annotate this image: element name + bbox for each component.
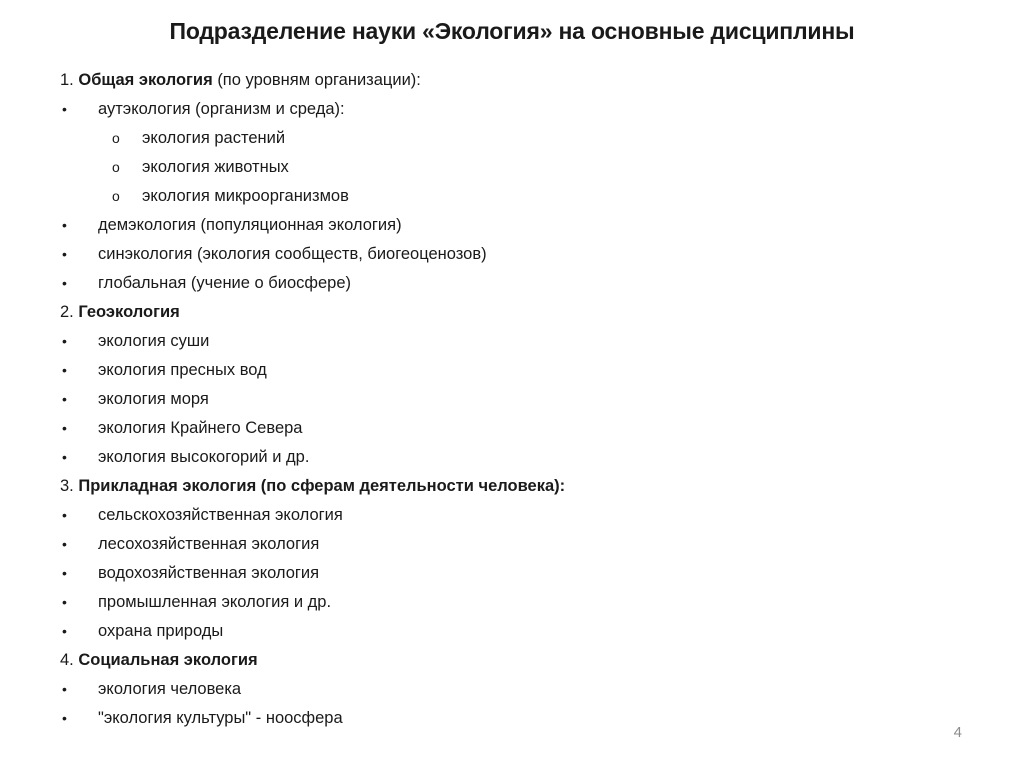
list-item-text: лесохозяйственная экология [98,535,320,553]
bullet-icon: • [62,565,67,581]
list-item [60,704,980,733]
list-item [60,559,980,588]
list-item-text: охрана природы [98,622,224,640]
list-item-text: синэкология (экология сообществ, биогеоценозов) [98,245,487,263]
circle-bullet-icon: o [112,188,120,204]
list-item [60,675,980,704]
sub-list-item [60,124,980,153]
list-item-text: экология пресных вод [98,361,267,379]
bullet-icon: • [62,710,67,726]
bullet-icon: • [62,333,67,349]
circle-bullet-icon: o [112,159,120,175]
section-heading [60,66,980,95]
section-heading [60,472,980,501]
bullet-icon: • [62,449,67,465]
bullet-icon: • [62,101,67,117]
list-item [60,385,980,414]
circle-bullet-icon: o [112,130,120,146]
bullet-icon: • [62,681,67,697]
list-item-text: экология человека [98,680,242,698]
bullet-icon: • [62,246,67,262]
section-heading [60,646,980,675]
list-item [60,501,980,530]
list-item [60,443,980,472]
section-number: 3. [60,477,74,495]
list-item-text: "экология культуры" - ноосфера [98,709,343,727]
bullet-icon: • [62,275,67,291]
sub-list-item [60,153,980,182]
list-item-text: аутэкология (организм и среда): [98,100,345,118]
section-note: (по уровням организации): [217,71,421,89]
bullet-icon: • [62,536,67,552]
list-item [60,588,980,617]
list-item-text: экология Крайнего Севера [98,419,303,437]
sub-list-item-text: экология животных [142,158,289,176]
list-item [60,211,980,240]
section-number: 4. [60,651,74,669]
list-item [60,95,980,124]
list-item-text: экология высокогорий и др. [98,448,310,466]
slide-title: Подразделение науки «Экология» на основные дисциплины [169,18,855,44]
bullet-icon: • [62,594,67,610]
sub-list-item-text: экология микроорганизмов [142,187,349,205]
list-item [60,617,980,646]
list-item-text: сельскохозяйственная экология [98,506,343,524]
section-title: Социальная экология [78,651,258,669]
list-item-text: демэкология (популяционная экология) [98,216,402,234]
section-heading [60,298,980,327]
page-number: 4 [953,724,962,741]
bullet-icon: • [62,420,67,436]
section-number: 1. [60,71,74,89]
list-item-text: экология суши [98,332,210,350]
bullet-icon: • [62,507,67,523]
list-item-text: водохозяйственная экология [98,564,320,582]
bullet-icon: • [62,217,67,233]
bullet-icon: • [62,391,67,407]
section-number: 2. [60,303,74,321]
list-item [60,530,980,559]
list-item-text: глобальная (учение о биосфере) [98,274,351,292]
sub-list-item [60,182,980,211]
bullet-icon: • [62,362,67,378]
bullet-icon: • [62,623,67,639]
sub-list-item-text: экология растений [142,129,286,147]
list-item [60,240,980,269]
section-title: Прикладная экология (по сферам деятельности человека): [78,477,566,495]
discipline-list [60,66,980,733]
list-item [60,356,980,385]
list-item [60,327,980,356]
list-item [60,269,980,298]
list-item-text: промышленная экология и др. [98,593,332,611]
list-item [60,414,980,443]
section-title: Геоэкология [78,303,180,321]
list-item-text: экология моря [98,390,209,408]
section-title: Общая экология [78,71,213,89]
